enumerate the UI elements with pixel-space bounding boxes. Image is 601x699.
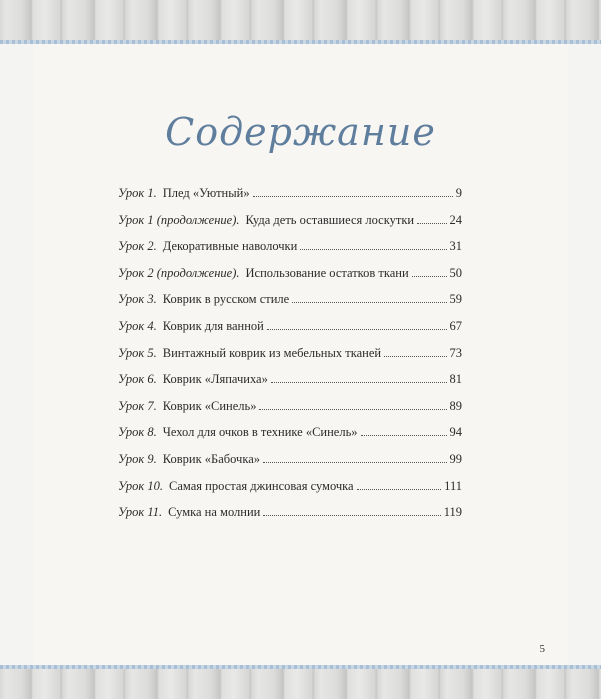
toc-topic: Плед «Уютный»	[162, 186, 250, 200]
toc-lesson-label: Урок 1.	[118, 186, 157, 200]
toc-page-number: 94	[449, 425, 462, 440]
toc-dot-leader	[412, 267, 447, 277]
toc-page-number: 73	[449, 345, 462, 360]
toc-lesson-label: Урок 4.	[118, 318, 157, 333]
toc-entry	[118, 186, 462, 213]
toc-page-number: 31	[449, 239, 462, 254]
toc-page-number: 9	[455, 186, 462, 200]
toc-topic: Коврик «Ляпачиха»	[162, 372, 268, 387]
toc-page-number: 67	[449, 318, 462, 333]
toc-lesson-label: Урок 2 (продолжение).	[118, 265, 240, 280]
toc-entry	[118, 372, 462, 399]
toc-topic: Коврик «Бабочка»	[162, 451, 261, 466]
toc-entry	[118, 479, 462, 506]
page-number: 5	[539, 643, 545, 655]
toc-dot-leader	[292, 293, 446, 303]
toc-page-number: 24	[449, 212, 462, 227]
toc-dot-leader	[361, 426, 447, 436]
toc-dot-leader	[384, 347, 446, 357]
toc-entry	[118, 505, 462, 532]
toc-topic: Чехол для очков в технике «Синель»	[162, 425, 358, 440]
toc-entry	[118, 213, 462, 240]
toc-topic: Самая простая джинсовая сумочка	[169, 478, 354, 493]
toc-lesson-label: Урок 8.	[118, 425, 157, 440]
toc-dot-leader	[357, 480, 442, 490]
toc-topic: Куда деть оставшиеся лоскутки	[245, 212, 415, 227]
toc-lesson-label: Урок 7.	[118, 398, 157, 413]
toc-page-number: 89	[449, 398, 462, 413]
toc-page-number: 111	[444, 478, 462, 493]
toc-page-number: 59	[449, 292, 462, 307]
toc-entry	[118, 266, 462, 293]
toc-lesson-label: Урок 3.	[118, 292, 157, 307]
toc-topic: Винтажный коврик из мебельных тканей	[162, 345, 382, 360]
toc-topic: Коврик в русском стиле	[162, 292, 290, 307]
toc-lesson-label: Урок 1 (продолжение).	[118, 212, 240, 227]
toc-page-number: 119	[443, 505, 462, 520]
toc-dot-leader	[300, 240, 446, 250]
toc-entry	[118, 292, 462, 319]
toc-entry	[118, 346, 462, 373]
toc-topic: Использование остатков ткани	[245, 265, 409, 280]
toc-entry	[118, 239, 462, 266]
toc-topic: Коврик для ванной	[162, 318, 264, 333]
toc-topic: Сумка на молнии	[168, 505, 261, 520]
toc-lesson-label: Урок 5.	[118, 345, 157, 360]
toc-page-number: 50	[449, 265, 462, 280]
table-of-contents	[118, 186, 462, 532]
toc-dot-leader	[263, 506, 440, 516]
toc-dot-leader	[271, 373, 447, 383]
toc-topic: Декоративные наволочки	[162, 239, 298, 254]
toc-dot-leader	[417, 214, 446, 224]
toc-page-number: 99	[449, 451, 462, 466]
toc-dot-leader	[263, 453, 446, 463]
toc-lesson-label: Урок 9.	[118, 451, 157, 466]
toc-lesson-label: Урок 2.	[118, 239, 157, 254]
toc-entry	[118, 399, 462, 426]
toc-lesson-label: Урок 10.	[118, 478, 164, 493]
toc-dot-leader	[259, 400, 446, 410]
page-title: Содержание	[165, 110, 436, 154]
toc-dot-leader	[267, 320, 447, 330]
toc-lesson-label: Урок 6.	[118, 372, 157, 387]
wood-background-bottom	[0, 669, 601, 699]
toc-entry	[118, 425, 462, 452]
toc-topic: Коврик «Синель»	[162, 398, 257, 413]
toc-lesson-label: Урок 11.	[118, 505, 163, 520]
toc-dot-leader	[253, 187, 453, 197]
toc-entry	[118, 319, 462, 346]
toc-entry	[118, 452, 462, 479]
wood-background-top	[0, 0, 601, 40]
toc-page-number: 81	[449, 372, 462, 387]
